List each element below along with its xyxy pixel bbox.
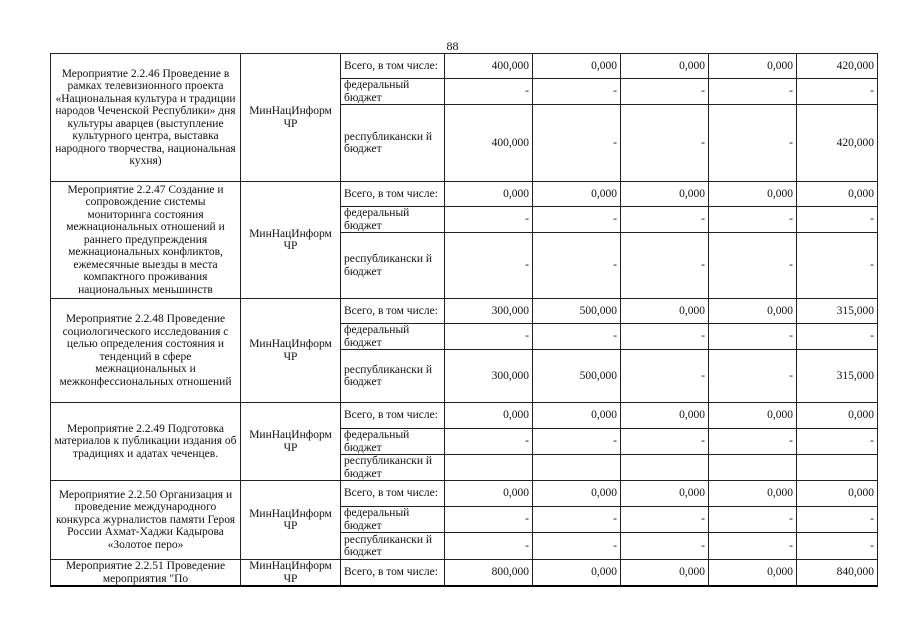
- value-cell: -: [621, 533, 709, 560]
- value-cell: 500,000: [533, 299, 621, 324]
- value-cell: -: [621, 79, 709, 105]
- table-row: [51, 299, 878, 324]
- value-cell: -: [797, 429, 878, 455]
- value-cell: 0,000: [709, 560, 797, 587]
- event-title: Мероприятие 2.2.51 Проведение мероприятия "По: [51, 560, 241, 587]
- event-executor: МинНацИнформ ЧР: [241, 299, 341, 403]
- value-cell: -: [445, 233, 533, 299]
- value-cell: 0,000: [621, 54, 709, 79]
- value-cell: -: [621, 324, 709, 350]
- value-cell: -: [533, 533, 621, 560]
- value-cell: 0,000: [445, 403, 533, 429]
- source-label-total: Всего, в том числе:: [341, 403, 445, 429]
- source-label-republic: республикански й бюджет: [341, 233, 445, 299]
- value-cell: -: [621, 507, 709, 533]
- value-cell: [621, 455, 709, 481]
- value-cell: -: [533, 507, 621, 533]
- value-cell: 0,000: [533, 403, 621, 429]
- table-row: [51, 403, 878, 429]
- value-cell: 400,000: [445, 54, 533, 79]
- source-label-federal: федеральный бюджет: [341, 324, 445, 350]
- value-cell: 0,000: [533, 481, 621, 507]
- budget-table: [50, 53, 878, 587]
- table-row: [51, 182, 878, 207]
- value-cell: -: [709, 233, 797, 299]
- event-title: Мероприятие 2.2.50 Организация и проведение международного конкурса журналистов памяти Героя России Ахмат-Хаджи Кадырова «Золотое перо»: [51, 481, 241, 560]
- value-cell: [445, 455, 533, 481]
- value-cell: 0,000: [445, 182, 533, 207]
- value-cell: -: [797, 533, 878, 560]
- value-cell: -: [621, 350, 709, 403]
- value-cell: 0,000: [533, 54, 621, 79]
- value-cell: 420,000: [797, 54, 878, 79]
- source-label-republic: республикански й бюджет: [341, 455, 445, 481]
- value-cell: -: [445, 324, 533, 350]
- value-cell: 0,000: [797, 481, 878, 507]
- source-label-total: Всего, в том числе:: [341, 560, 445, 587]
- value-cell: -: [445, 79, 533, 105]
- value-cell: -: [533, 207, 621, 233]
- source-label-total: Всего, в том числе:: [341, 54, 445, 79]
- value-cell: 0,000: [621, 481, 709, 507]
- value-cell: 840,000: [797, 560, 878, 587]
- value-cell: [533, 455, 621, 481]
- value-cell: 0,000: [709, 299, 797, 324]
- value-cell: -: [797, 79, 878, 105]
- value-cell: 315,000: [797, 299, 878, 324]
- value-cell: 0,000: [533, 560, 621, 587]
- value-cell: -: [533, 233, 621, 299]
- value-cell: -: [621, 233, 709, 299]
- value-cell: 315,000: [797, 350, 878, 403]
- table-row: [51, 560, 878, 587]
- value-cell: 0,000: [709, 182, 797, 207]
- value-cell: -: [797, 207, 878, 233]
- value-cell: -: [621, 207, 709, 233]
- value-cell: 0,000: [621, 560, 709, 587]
- event-title: Мероприятие 2.2.47 Создание и сопровождение системы мониторинга состояния межнациональных отношений и раннего предупреждения межнациональных конфликтов, ежемесячные выезды в места компактного проживания национальных меньшинств: [51, 182, 241, 299]
- value-cell: 0,000: [533, 182, 621, 207]
- value-cell: -: [621, 429, 709, 455]
- value-cell: -: [797, 507, 878, 533]
- value-cell: 0,000: [797, 403, 878, 429]
- value-cell: 0,000: [797, 182, 878, 207]
- source-label-federal: федеральный бюджет: [341, 79, 445, 105]
- event-executor: МинНацИнформ ЧР: [241, 182, 341, 299]
- value-cell: 400,000: [445, 105, 533, 182]
- value-cell: -: [445, 507, 533, 533]
- value-cell: 300,000: [445, 299, 533, 324]
- value-cell: -: [533, 79, 621, 105]
- value-cell: 0,000: [621, 299, 709, 324]
- value-cell: -: [709, 350, 797, 403]
- page-number: 88: [446, 39, 459, 53]
- source-label-total: Всего, в том числе:: [341, 481, 445, 507]
- value-cell: -: [797, 324, 878, 350]
- value-cell: 0,000: [709, 403, 797, 429]
- value-cell: -: [709, 429, 797, 455]
- value-cell: -: [533, 324, 621, 350]
- source-label-federal: федеральный бюджет: [341, 507, 445, 533]
- value-cell: -: [709, 507, 797, 533]
- value-cell: -: [621, 105, 709, 182]
- source-label-federal: федеральный бюджет: [341, 429, 445, 455]
- value-cell: 0,000: [445, 481, 533, 507]
- table-row: [51, 481, 878, 507]
- event-title: Мероприятие 2.2.48 Проведение социологического исследования с целью определения состояния и тенденций в сфере межнациональных и межконфессиональных отношений: [51, 299, 241, 403]
- value-cell: -: [709, 79, 797, 105]
- value-cell: -: [709, 533, 797, 560]
- value-cell: -: [709, 207, 797, 233]
- event-executor: МинНацИнформ ЧР: [241, 54, 341, 182]
- value-cell: -: [533, 429, 621, 455]
- value-cell: -: [709, 105, 797, 182]
- value-cell: 500,000: [533, 350, 621, 403]
- value-cell: [709, 455, 797, 481]
- source-label-republic: республикански й бюджет: [341, 350, 445, 403]
- source-label-total: Всего, в том числе:: [341, 182, 445, 207]
- event-executor: МинНацИнформ ЧР: [241, 481, 341, 560]
- value-cell: 0,000: [621, 182, 709, 207]
- value-cell: [797, 455, 878, 481]
- source-label-republic: республикански й бюджет: [341, 105, 445, 182]
- value-cell: -: [533, 105, 621, 182]
- table-body: [51, 54, 878, 587]
- value-cell: -: [445, 429, 533, 455]
- value-cell: 0,000: [621, 403, 709, 429]
- event-executor: МинНацИнформ ЧР: [241, 560, 341, 587]
- value-cell: 300,000: [445, 350, 533, 403]
- event-title: Мероприятие 2.2.49 Подготовка материалов к публикации издания об традициях и адатах чеченцев.: [51, 403, 241, 481]
- source-label-republic: республикански й бюджет: [341, 533, 445, 560]
- source-label-total: Всего, в том числе:: [341, 299, 445, 324]
- table-row: [51, 54, 878, 79]
- value-cell: 420,000: [797, 105, 878, 182]
- value-cell: 800,000: [445, 560, 533, 587]
- value-cell: -: [709, 324, 797, 350]
- value-cell: -: [445, 533, 533, 560]
- source-label-federal: федеральный бюджет: [341, 207, 445, 233]
- event-title: Мероприятие 2.2.46 Проведение в рамках телевизионного проекта «Национальная культура и традиции народов Чеченской Республики» дня культуры аварцев (выступление культурного центра, выставка народного творчества, национальная кухня): [51, 54, 241, 182]
- value-cell: 0,000: [709, 54, 797, 79]
- value-cell: -: [797, 233, 878, 299]
- value-cell: -: [445, 207, 533, 233]
- value-cell: 0,000: [709, 481, 797, 507]
- event-executor: МинНацИнформ ЧР: [241, 403, 341, 481]
